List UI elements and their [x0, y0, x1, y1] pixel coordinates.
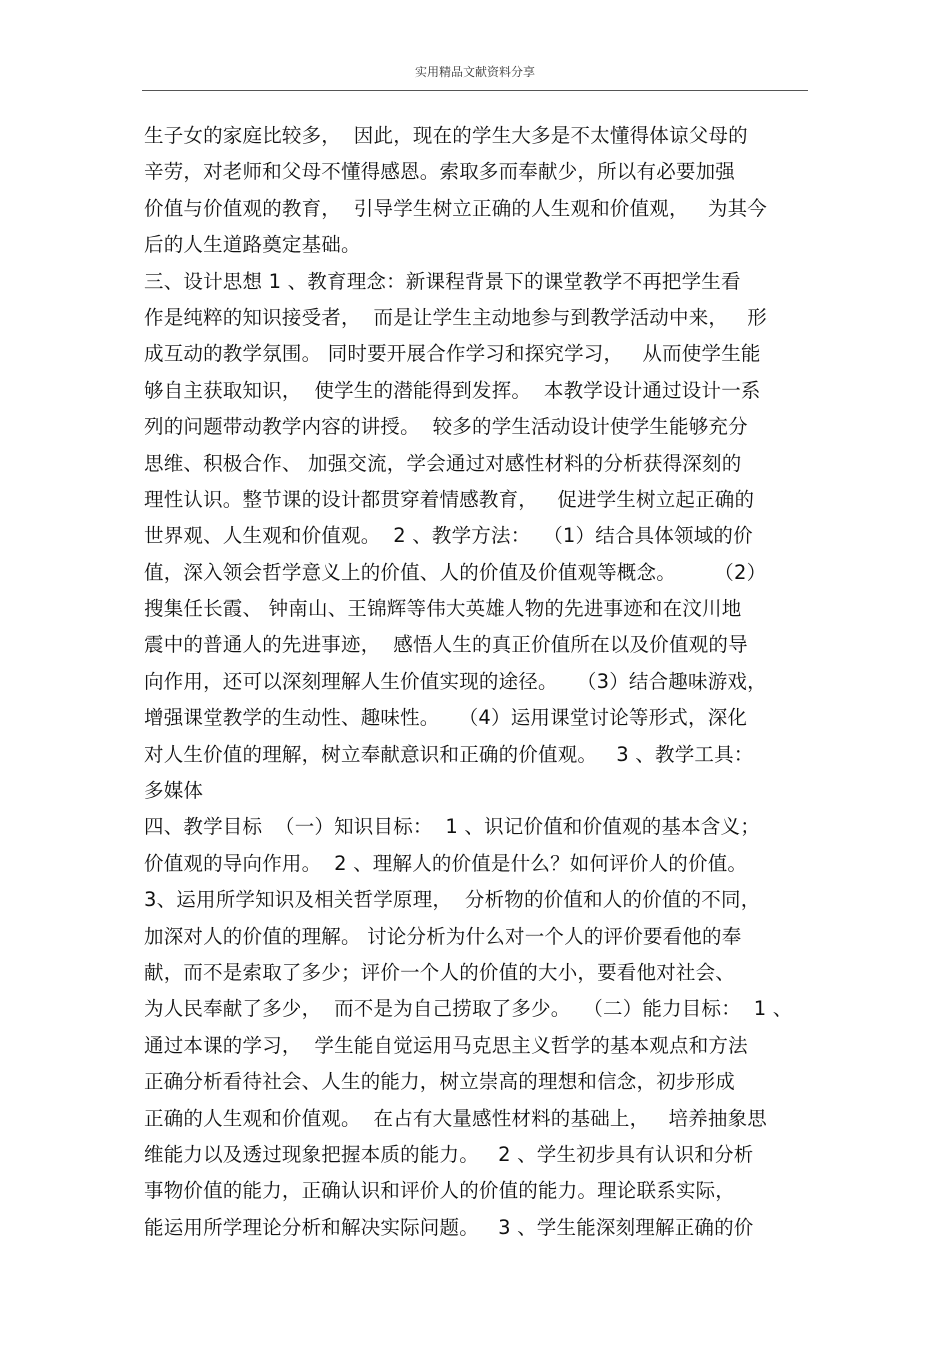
text-line: 能运用所学理论分析和解决实际问题。 3 、学生能深刻理解正确的价	[144, 1215, 754, 1239]
text-line: 作是纯粹的知识接受者， 而是让学生主动地参与到教学活动中来， 形	[144, 305, 767, 329]
text-line: 多媒体	[144, 779, 204, 803]
text-line: 正确分析看待社会、人生的能力，树立崇高的理想和信念，初步形成	[144, 1070, 736, 1094]
text-line: 四、教学目标 （一）知识目标： 1 、识记价值和价值观的基本含义；	[144, 815, 760, 839]
text-line: 通过本课的学习， 学生能自觉运用马克思主义哲学的基本观点和方法	[144, 1033, 748, 1057]
text-line: 增强课堂教学的生动性、趣味性。 （4）运用课堂讨论等形式，深化	[144, 706, 748, 730]
text-line: 后的人生道路奠定基础。	[144, 233, 361, 257]
text-line: 理性认识。整节课的设计都贯穿着情感教育， 促进学生树立起正确的	[144, 487, 755, 511]
text-line: 列的问题带动教学内容的讲授。 较多的学生活动设计使学生能够充分	[144, 415, 748, 439]
text-line: 对人生价值的理解，树立奉献意识和正确的价值观。 3 、教学工具：	[144, 742, 754, 766]
text-line: 向作用，还可以深刻理解人生价值实现的途径。 （3）结合趣味游戏，	[144, 669, 767, 693]
text-line: 维能力以及透过现象把握本质的能力。 2 、学生初步具有认识和分析	[144, 1142, 754, 1166]
header-divider	[142, 90, 808, 91]
text-line: 辛劳，对老师和父母不懂得感恩。索取多而奉献少，所以有必要加强	[144, 160, 736, 184]
body-text	[144, 118, 824, 1246]
text-line: 为人民奉献了多少， 而不是为自己捞取了多少。 （二）能力目标： 1 、	[144, 997, 793, 1021]
text-line: 搜集任长霞、 钟南山、王锦辉等伟大英雄人物的先进事迹和在汶川地	[144, 597, 742, 621]
text-line: 加深对人的价值的理解。 讨论分析为什么对一个人的评价要看他的奉	[144, 924, 742, 948]
text-line: 思维、积极合作、 加强交流，学会通过对感性材料的分析获得深刻的	[144, 451, 742, 475]
text-line: 价值与价值观的教育， 引导学生树立正确的人生观和价值观， 为其今	[144, 196, 767, 220]
text-line: 三、设计思想 1 、教育理念：新课程背景下的课堂教学不再把学生看	[144, 269, 741, 293]
text-line: 事物价值的能力，正确认识和评价人的价值的能力。理论联系实际，	[144, 1179, 736, 1203]
text-line: 震中的普通人的先进事迹， 感悟人生的真正价值所在以及价值观的导	[144, 633, 748, 657]
text-line: 世界观、人生观和价值观。 2 、教学方法： （1）结合具体领域的价	[144, 524, 753, 548]
text-line: 值，深入领会哲学意义上的价值、人的价值及价值观等概念。 （2）	[144, 560, 767, 584]
text-line: 够自主获取知识， 使学生的潜能得到发挥。 本教学设计通过设计一系	[144, 378, 761, 402]
text-line: 生子女的家庭比较多， 因此，现在的学生大多是不太懂得体谅父母的	[144, 124, 748, 147]
text-line: 价值观的导向作用。 2 、理解人的价值是什么？如何评价人的价值。	[144, 851, 748, 875]
text-line: 3、运用所学知识及相关哲学原理， 分析物的价值和人的价值的不同，	[144, 888, 761, 912]
page-header: 实用精品文献资料分享	[414, 65, 535, 79]
text-line: 正确的人生观和价值观。 在占有大量感性材料的基础上， 培养抽象思	[144, 1106, 767, 1130]
text-line: 献，而不是索取了多少；评价一个人的价值的大小，要看他对社会、	[144, 960, 736, 984]
text-line: 成互动的教学氛围。 同时要开展合作学习和探究学习， 从而使学生能	[144, 342, 761, 366]
